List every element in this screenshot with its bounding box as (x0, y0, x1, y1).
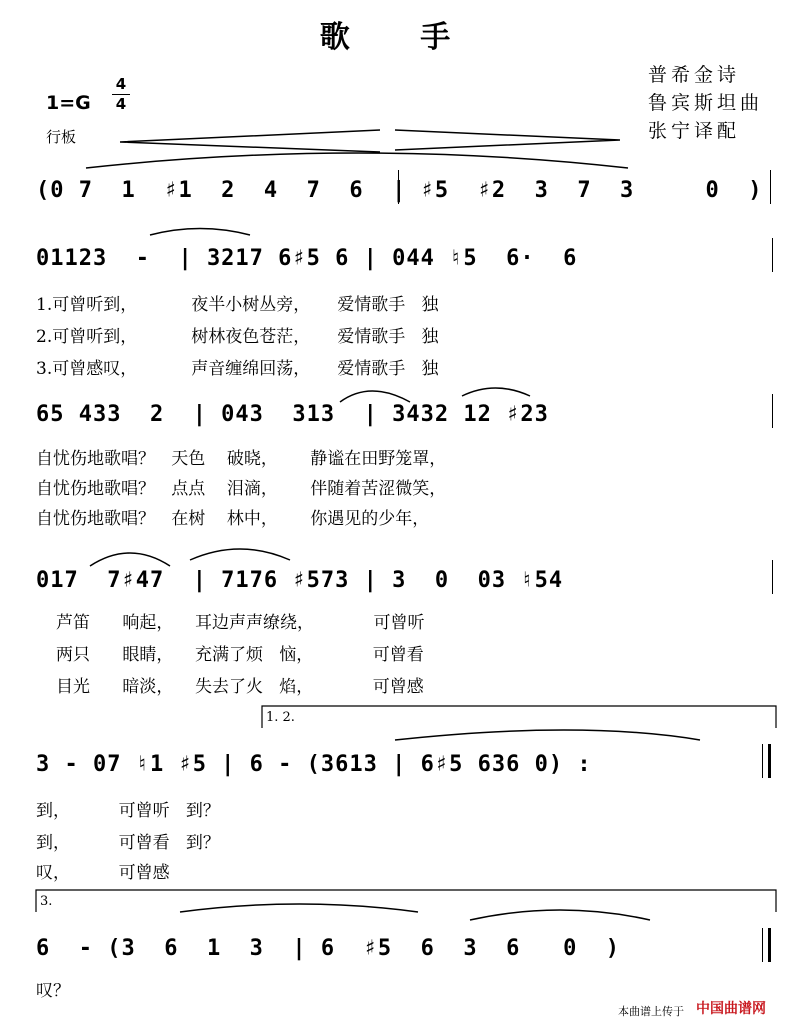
notation-stave-3: 65 433 2 | 043 313 | 3432 12 ♯23 (36, 402, 549, 427)
slur (470, 910, 650, 920)
volta-bracket-third (36, 890, 776, 912)
lyric-verse-2: 到， 可曾看 到？ (36, 833, 220, 853)
lyric-verse-1: 芦笛 响起， 耳边声声缭绕， 可曾听 (56, 613, 425, 633)
notation-stave-5: 3 - 07 ♮1 ♯5 | 6 - (3613 | 6♯5 636 0) : (36, 752, 592, 777)
slur (340, 391, 410, 402)
site-logo[interactable]: 中国曲谱网 (696, 1001, 766, 1017)
barline (772, 394, 773, 428)
lyric-verse-2: 2.可曾听到， 树林夜色苍茫， 爱情歌手 独 (36, 327, 439, 347)
slur (180, 904, 418, 912)
volta-first-label: 1. 2. (266, 710, 295, 725)
notation-stave-6: 6 - (3 6 1 3 | 6 ♯5 6 3 6 0 ) (36, 936, 621, 961)
barline (770, 170, 771, 204)
lyric-verse-2: 两只 眼睛， 充满了烦 恼， 可曾看 (56, 645, 424, 665)
barline (762, 744, 763, 778)
slur (190, 549, 290, 560)
time-signature (112, 76, 130, 113)
decrescendo-mark (395, 130, 620, 150)
slur (462, 388, 530, 396)
lyric-verse-3: 目光 暗淡， 失去了火 焰， 可曾感 (56, 677, 424, 697)
notation-stave-2: 01123 - | 3217 6♯5 6 | 044 ♮5 6· 6 (36, 246, 578, 271)
composer-credit: 鲁宾斯坦曲 (648, 92, 764, 114)
volta-bracket-first (262, 706, 776, 728)
meter-bottom: 4 (115, 95, 127, 113)
barline (398, 170, 399, 204)
translator-credit: 张宁译配 (648, 120, 741, 142)
key-signature: 1=G (46, 92, 91, 114)
lyric-verse-3: 叹， 可曾感 (36, 863, 170, 883)
notation-stave-4: 017 7♯47 | 7176 ♯573 | 3 0 03 ♮54 (36, 568, 564, 593)
notation-stave-1: (0 7 1 ♯1 2 4 7 6 | ♯5 ♯2 3 7 3 0 ) (36, 178, 763, 203)
lyric-verse-1: 到， 可曾听 到？ (36, 801, 220, 821)
final-barline (768, 928, 771, 962)
meter-top: 4 (115, 75, 127, 93)
barline (772, 560, 773, 594)
barline (772, 238, 773, 272)
lyricist-credit: 普希金诗 (648, 64, 741, 86)
lyric-verse-2: 自忧伤地歌唱？ 点点 泪滴， 伴随着苦涩微笑， (36, 479, 447, 499)
crescendo-mark (120, 130, 380, 152)
song-title: 歌 手 (319, 20, 481, 55)
footer-note: 本曲谱上传于 (618, 1005, 684, 1018)
lyric-final: 叹？ (36, 981, 70, 1001)
slur (90, 553, 170, 566)
tempo-marking: 行板 (46, 128, 77, 146)
slur (86, 153, 628, 168)
slur (150, 229, 250, 236)
repeat-barline (768, 744, 771, 778)
slur (395, 730, 700, 740)
barline (762, 928, 763, 962)
lyric-verse-1: 自忧伤地歌唱？ 天色 破晓， 静谧在田野笼罩， (36, 449, 447, 469)
lyric-verse-3: 自忧伤地歌唱？ 在树 林中， 你遇见的少年， (36, 509, 430, 529)
lyric-verse-3: 3.可曾感叹， 声音缠绵回荡， 爱情歌手 独 (36, 359, 439, 379)
lyric-verse-1: 1.可曾听到， 夜半小树丛旁， 爱情歌手 独 (36, 295, 439, 315)
volta-third-label: 3. (40, 894, 53, 909)
